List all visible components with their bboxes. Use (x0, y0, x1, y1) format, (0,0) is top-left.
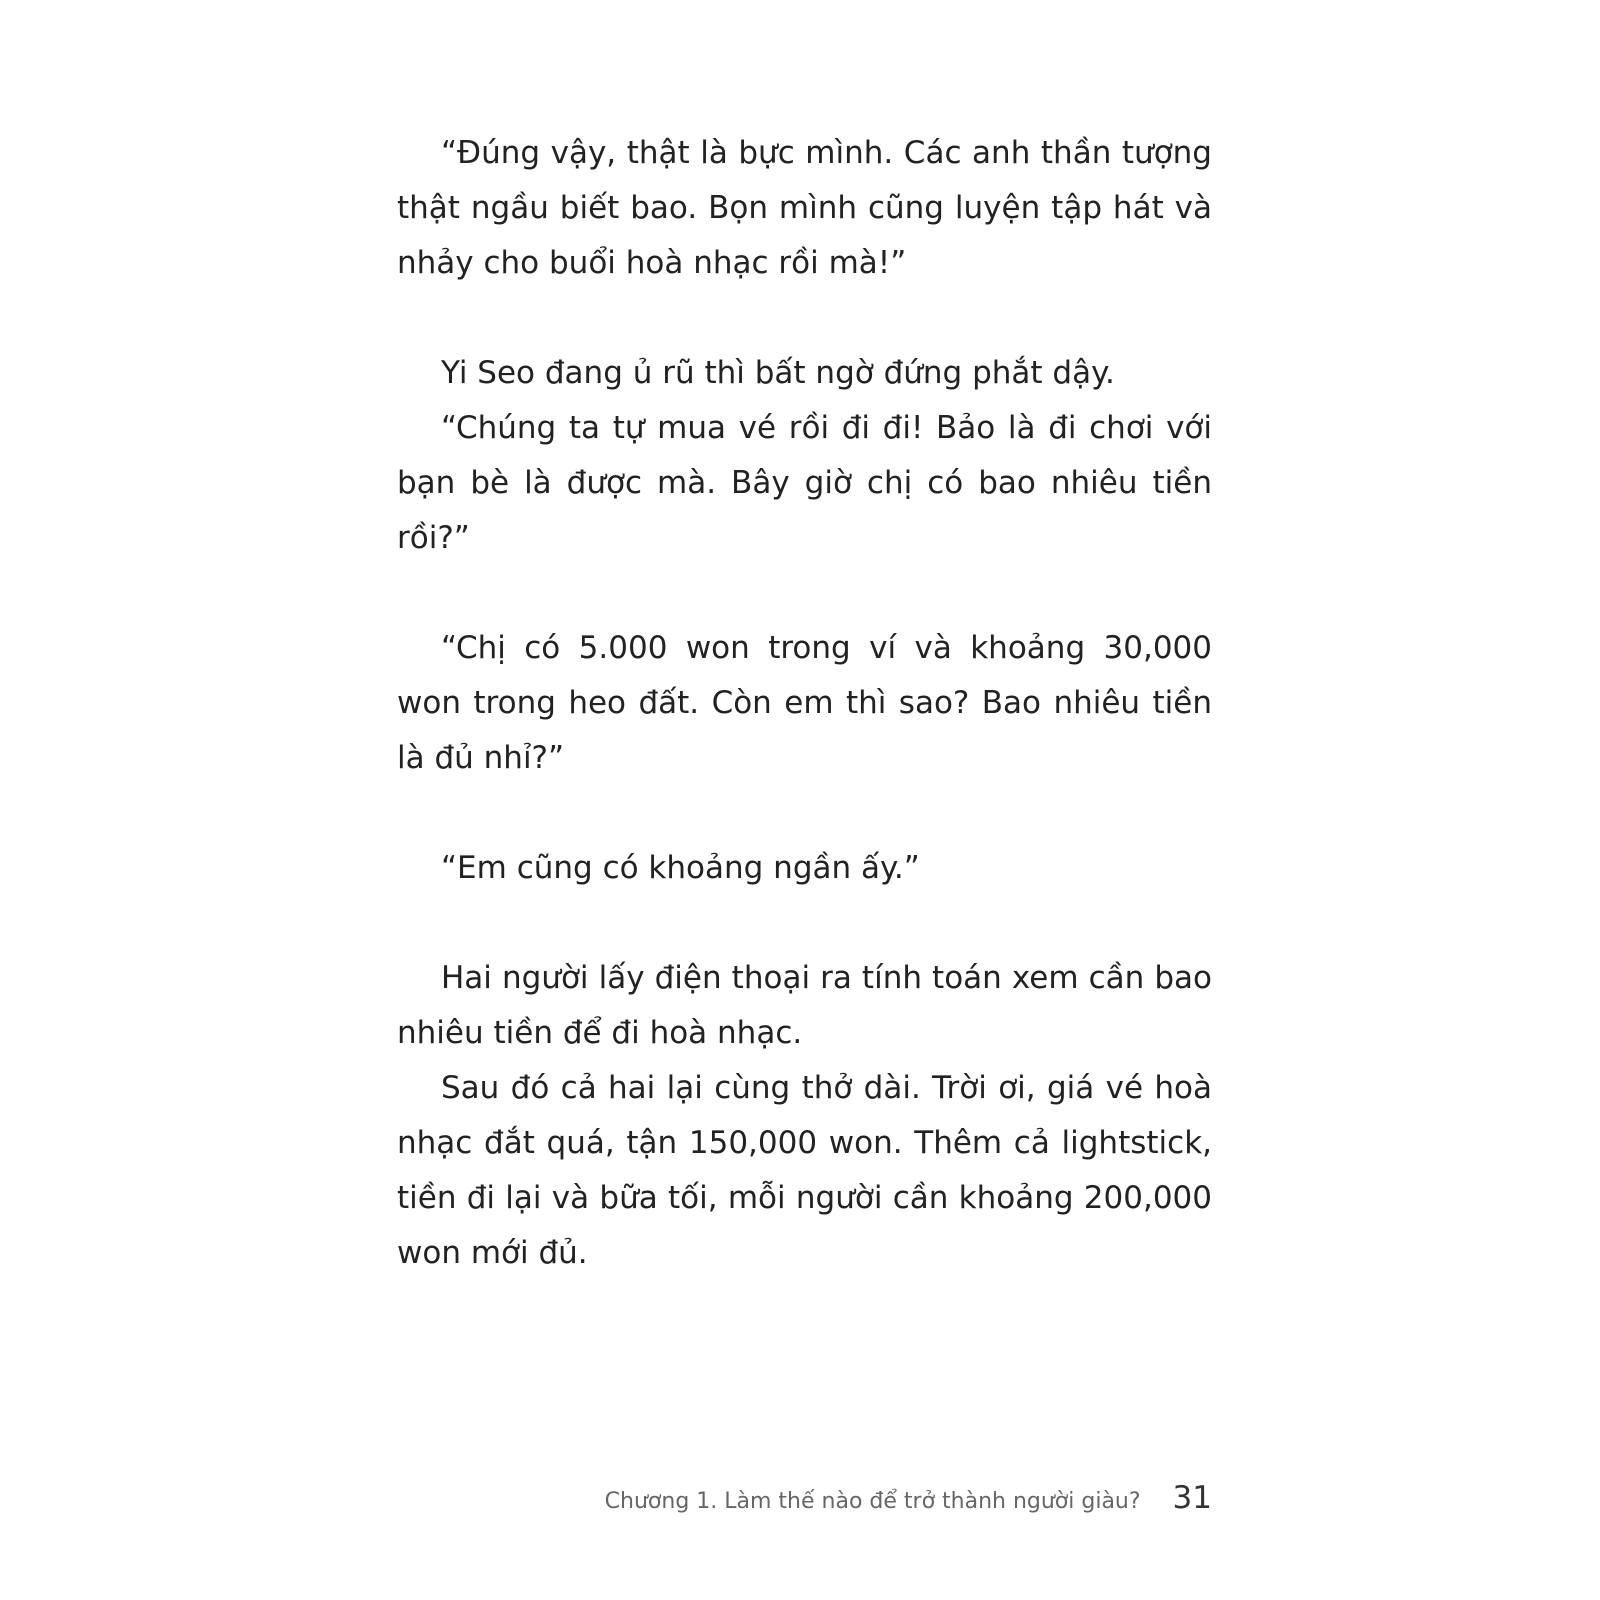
paragraph-7: Sau đó cả hai lại cùng thở dài. Trời ơi, giá vé hoà nhạc đắt quá, tận 150,000 won. Thêm cả lightstick, tiền đi lại và bữa tối, mỗi người cần khoảng 200,000 won mới đủ. (397, 1070, 1212, 1271)
paragraph-6: Hai người lấy điện thoại ra tính toán xem cần bao nhiêu tiền để đi hoà nhạc. (397, 960, 1212, 1051)
page-footer (605, 1480, 1212, 1516)
paragraph-4: “Chị có 5.000 won trong ví và khoảng 30,000 won trong heo đất. Còn em thì sao? Bao nhiêu tiền là đủ nhỉ?” (397, 630, 1212, 776)
paragraph-3: “Chúng ta tự mua vé rồi đi đi! Bảo là đi chơi với bạn bè là được mà. Bây giờ chị có bao nhiêu tiền rồi?” (397, 410, 1212, 556)
running-head: Chương 1. Làm thế nào để trở thành người giàu? (604, 1489, 1141, 1514)
body-text (397, 126, 1212, 1281)
paragraph-5: “Em cũng có khoảng ngần ấy.” (441, 850, 920, 886)
page-number: 31 (1172, 1480, 1212, 1516)
paragraph-2: Yi Seo đang ủ rũ thì bất ngờ đứng phắt dậy. (441, 355, 1115, 391)
paragraph-1: “Đúng vậy, thật là bực mình. Các anh thần tượng thật ngầu biết bao. Bọn mình cũng luyện tập hát và nhảy cho buổi hoà nhạc rồi mà!” (397, 135, 1212, 281)
